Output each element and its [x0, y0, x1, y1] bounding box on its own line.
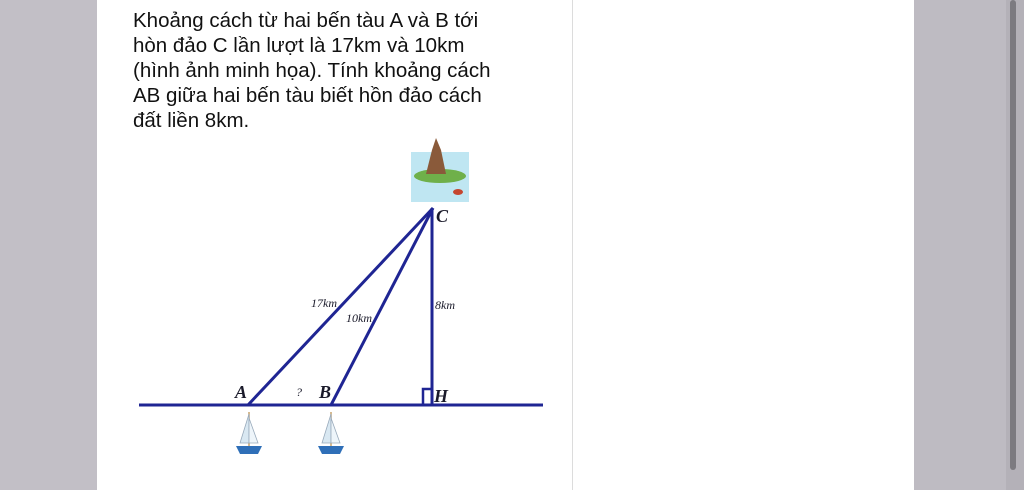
point-label-a: A [235, 382, 248, 402]
length-label-ac: 17km [311, 296, 337, 310]
segment-bc [331, 208, 433, 405]
length-label-ch: 8km [435, 298, 455, 312]
problem-line: (hình ảnh minh họa). Tính khoảng cách [133, 59, 491, 82]
problem-line: đất liền 8km. [133, 109, 250, 132]
point-label-c: C [436, 206, 449, 226]
problem-line: hòn đảo C lần lượt là 17km và 10km [133, 34, 465, 57]
boat-icon [236, 412, 262, 454]
segment-ac [248, 208, 433, 405]
boat-icon [318, 412, 344, 454]
point-label-h: H [434, 386, 449, 406]
length-label-ab: ? [296, 385, 302, 399]
length-label-bc: 10km [346, 311, 372, 325]
island-image [411, 138, 469, 202]
point-label-b: B [319, 382, 332, 402]
problem-line: Khoảng cách từ hai bến tàu A và B tới [133, 9, 479, 32]
island-boat [453, 189, 463, 195]
problem-line: AB giữa hai bến tàu biết hồn đảo cách [133, 84, 482, 107]
